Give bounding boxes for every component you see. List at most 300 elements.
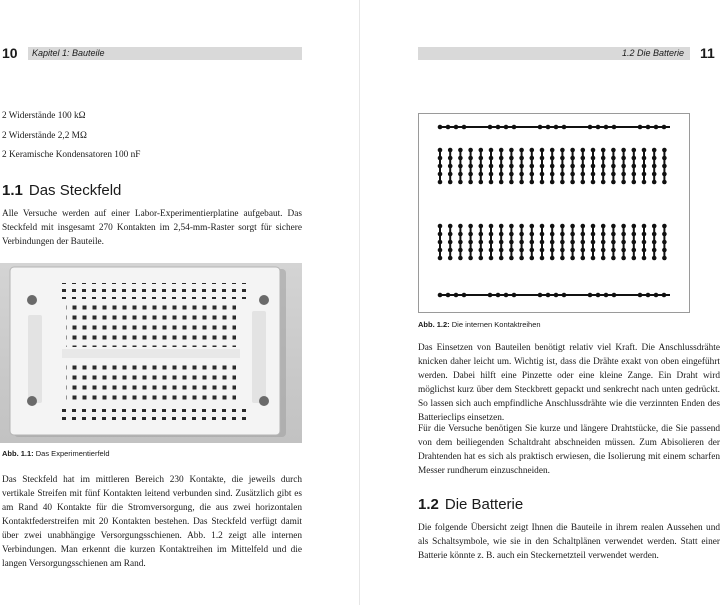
strip-contact-dot	[652, 224, 657, 229]
strip-contact-dot	[448, 232, 453, 237]
strip-contact-dot	[499, 224, 504, 229]
rail-contact-dot	[588, 125, 593, 130]
section-title: Die Batterie	[444, 496, 524, 513]
rail-contact-dot	[604, 125, 609, 130]
strip-contact-dot	[581, 148, 586, 153]
strip-contact-dot	[662, 232, 667, 237]
strip-contact-dot	[581, 156, 586, 161]
strip-contact-dot	[570, 248, 575, 253]
strip-contact-dot	[632, 248, 637, 253]
strip-contact-dot	[499, 164, 504, 169]
section-number: 1.2	[418, 496, 439, 513]
strip-contact-dot	[581, 180, 586, 185]
strip-contact-dot	[581, 256, 586, 261]
rail-contact-dot	[538, 125, 543, 130]
strip-contact-dot	[632, 164, 637, 169]
strip-contact-dot	[591, 256, 596, 261]
strip-contact-dot	[601, 172, 606, 177]
strip-contact-dot	[530, 156, 535, 161]
strip-contact-dot	[468, 240, 473, 245]
strip-contact-dot	[479, 180, 484, 185]
strip-contact-dot	[458, 240, 463, 245]
strip-contact-dot	[642, 164, 647, 169]
strip-contact-dot	[591, 224, 596, 229]
strip-contact-dot	[560, 164, 565, 169]
strip-contact-dot	[448, 148, 453, 153]
rail-contact-dot	[462, 125, 467, 130]
rail-contact-dot	[454, 293, 459, 298]
left-running-head: Kapitel 1: Bauteile	[32, 48, 105, 58]
strip-contact-dot	[468, 232, 473, 237]
strip-contact-dot	[632, 172, 637, 177]
rail-contact-dot	[488, 125, 493, 130]
strip-contact-dot	[591, 232, 596, 237]
strip-contact-dot	[438, 256, 443, 261]
strip-contact-dot	[601, 256, 606, 261]
strip-contact-dot	[570, 180, 575, 185]
strip-contact-dot	[642, 156, 647, 161]
strip-contact-dot	[621, 248, 626, 253]
rail-contact-dot	[446, 293, 451, 298]
strip-contact-dot	[662, 240, 667, 245]
strip-contact-dot	[652, 248, 657, 253]
right-page	[360, 0, 720, 605]
rail-contact-dot	[604, 293, 609, 298]
strip-contact-dot	[591, 180, 596, 185]
strip-contact-dot	[489, 240, 494, 245]
rail-contact-dot	[538, 293, 543, 298]
strip-contact-dot	[570, 224, 575, 229]
strip-contact-dot	[611, 224, 616, 229]
strip-contact-dot	[540, 156, 545, 161]
strip-contact-dot	[550, 232, 555, 237]
strip-contact-dot	[530, 164, 535, 169]
strip-contact-dot	[509, 232, 514, 237]
strip-contact-dot	[448, 248, 453, 253]
section-heading-steckfeld	[2, 182, 121, 200]
strip-contact-dot	[530, 172, 535, 177]
breadboard-photo	[0, 263, 302, 443]
strip-contact-dot	[489, 180, 494, 185]
strip-contact-dot	[601, 148, 606, 153]
strip-contact-dot	[489, 156, 494, 161]
strip-contact-dot	[550, 148, 555, 153]
right-running-header	[418, 44, 718, 62]
strip-contact-dot	[499, 156, 504, 161]
strip-contact-dot	[519, 224, 524, 229]
strip-contact-dot	[540, 248, 545, 253]
strip-contact-dot	[662, 156, 667, 161]
left-page-number: 10	[2, 45, 18, 61]
strip-contact-dot	[519, 180, 524, 185]
strip-contact-dot	[530, 256, 535, 261]
strip-contact-dot	[632, 240, 637, 245]
strip-contact-dot	[570, 172, 575, 177]
strip-contact-dot	[601, 156, 606, 161]
strip-contact-dot	[468, 164, 473, 169]
strip-contact-dot	[611, 240, 616, 245]
strip-contact-dot	[509, 240, 514, 245]
strip-contact-dot	[570, 156, 575, 161]
strip-contact-dot	[479, 156, 484, 161]
strip-contact-dot	[499, 180, 504, 185]
rail-contact-dot	[662, 293, 667, 298]
strip-contact-dot	[621, 164, 626, 169]
strip-contact-dot	[489, 232, 494, 237]
strip-contact-dot	[632, 256, 637, 261]
figure-1-1-caption	[2, 449, 110, 459]
section-number: 1.1	[2, 182, 23, 199]
left-header-bar	[28, 47, 302, 60]
strip-contact-dot	[560, 148, 565, 153]
strip-contact-dot	[601, 240, 606, 245]
strip-contact-dot	[632, 148, 637, 153]
strip-contact-dot	[540, 148, 545, 153]
strip-contact-dot	[621, 172, 626, 177]
strip-contact-dot	[550, 180, 555, 185]
strip-contact-dot	[611, 156, 616, 161]
strip-contact-dot	[540, 232, 545, 237]
strip-contact-dot	[499, 240, 504, 245]
rail-contact-dot	[646, 293, 651, 298]
strip-contact-dot	[489, 256, 494, 261]
strip-contact-dot	[509, 248, 514, 253]
strip-contact-dot	[581, 240, 586, 245]
rail-contact-dot	[488, 293, 493, 298]
strip-contact-dot	[448, 224, 453, 229]
strip-contact-dot	[560, 248, 565, 253]
strip-contact-dot	[581, 232, 586, 237]
strip-contact-dot	[479, 248, 484, 253]
strip-contact-dot	[550, 240, 555, 245]
rail-contact-dot	[504, 293, 509, 298]
strip-contact-dot	[662, 224, 667, 229]
strip-contact-dot	[499, 148, 504, 153]
strip-contact-dot	[550, 248, 555, 253]
strip-contact-dot	[479, 256, 484, 261]
breadboard-illustration	[0, 263, 302, 443]
strip-contact-dot	[611, 164, 616, 169]
strip-contact-dot	[652, 256, 657, 261]
rail-contact-dot	[438, 125, 443, 130]
strip-contact-dot	[662, 180, 667, 185]
strip-contact-dot	[581, 248, 586, 253]
strip-contact-dot	[601, 164, 606, 169]
strip-contact-dot	[438, 164, 443, 169]
contact-rows-diagram	[418, 113, 690, 313]
rail-contact-dot	[588, 293, 593, 298]
strip-contact-dot	[601, 232, 606, 237]
strip-contact-dot	[621, 148, 626, 153]
rail-contact-dot	[546, 125, 551, 130]
strip-contact-dot	[632, 156, 637, 161]
strip-contact-dot	[611, 172, 616, 177]
strip-contact-dot	[438, 156, 443, 161]
strip-contact-dot	[621, 256, 626, 261]
strip-contact-dot	[601, 180, 606, 185]
figure-caption-text: Die internen Kontaktreihen	[451, 320, 541, 329]
rail-contact-dot	[662, 125, 667, 130]
strip-contact-dot	[519, 164, 524, 169]
strip-contact-dot	[642, 240, 647, 245]
strip-contact-dot	[591, 148, 596, 153]
strip-contact-dot	[662, 172, 667, 177]
strip-contact-dot	[560, 224, 565, 229]
rail-contact-dot	[462, 293, 467, 298]
strip-contact-dot	[591, 240, 596, 245]
strip-contact-dot	[489, 248, 494, 253]
strip-contact-dot	[540, 240, 545, 245]
strip-contact-dot	[468, 172, 473, 177]
strip-contact-dot	[570, 164, 575, 169]
strip-contact-dot	[591, 156, 596, 161]
strip-contact-dot	[479, 232, 484, 237]
section-heading-batterie	[418, 496, 523, 514]
strip-contact-dot	[581, 164, 586, 169]
strip-contact-dot	[448, 172, 453, 177]
rail-contact-dot	[596, 125, 601, 130]
rail-contact-dot	[496, 293, 501, 298]
parts-item: 2 Keramische Kondensatoren 100 nF	[2, 150, 141, 160]
strip-contact-dot	[621, 232, 626, 237]
strip-contact-dot	[560, 232, 565, 237]
strip-contact-dot	[540, 256, 545, 261]
strip-contact-dot	[560, 172, 565, 177]
strip-contact-dot	[519, 232, 524, 237]
strip-contact-dot	[611, 248, 616, 253]
figure-caption-text: Das Experimentierfeld	[35, 449, 110, 458]
strip-contact-dot	[468, 180, 473, 185]
strip-contact-dot	[448, 240, 453, 245]
rail-contact-dot	[454, 125, 459, 130]
strip-contact-dot	[540, 224, 545, 229]
strip-contact-dot	[458, 248, 463, 253]
strip-contact-dot	[509, 172, 514, 177]
strip-contact-dot	[438, 148, 443, 153]
rail-contact-dot	[638, 293, 643, 298]
strip-contact-dot	[591, 172, 596, 177]
steckfeld-intro-paragraph: Alle Versuche werden auf einer Labor-Experimentierplatine aufgebaut. Das Steckfeld mit insgesamt 270 Kontakten im 2,54-mm-Raster sorgt für sichere Verbindungen der Bauteile.	[2, 209, 302, 247]
strip-contact-dot	[652, 164, 657, 169]
strip-contact-dot	[581, 172, 586, 177]
strip-contact-dot	[652, 156, 657, 161]
strip-contact-dot	[621, 180, 626, 185]
strip-contact-dot	[468, 224, 473, 229]
strip-contact-dot	[458, 224, 463, 229]
strip-contact-dot	[621, 224, 626, 229]
section-title: Das Steckfeld	[28, 182, 122, 199]
strip-contact-dot	[662, 164, 667, 169]
rail-contact-dot	[496, 125, 501, 130]
strip-contact-dot	[632, 180, 637, 185]
strip-contact-dot	[479, 164, 484, 169]
strip-contact-dot	[448, 156, 453, 161]
strip-contact-dot	[468, 248, 473, 253]
strip-contact-dot	[509, 256, 514, 261]
rail-contact-dot	[562, 125, 567, 130]
rail-contact-dot	[446, 125, 451, 130]
strip-contact-dot	[458, 164, 463, 169]
strip-contact-dot	[591, 248, 596, 253]
strip-contact-dot	[499, 172, 504, 177]
strip-contact-dot	[560, 240, 565, 245]
strip-contact-dot	[509, 224, 514, 229]
strip-contact-dot	[662, 248, 667, 253]
rail-contact-dot	[554, 125, 559, 130]
rail-contact-dot	[654, 125, 659, 130]
rail-contact-dot	[546, 293, 551, 298]
rail-contact-dot	[512, 293, 517, 298]
strip-contact-dot	[550, 256, 555, 261]
strip-contact-dot	[530, 232, 535, 237]
strip-contact-dot	[642, 224, 647, 229]
strip-contact-dot	[530, 224, 535, 229]
strip-contact-dot	[479, 224, 484, 229]
strip-contact-dot	[560, 256, 565, 261]
figure-1-2-caption	[418, 320, 541, 330]
strip-contact-dot	[550, 164, 555, 169]
strip-contact-dot	[540, 164, 545, 169]
rail-contact-dot	[438, 293, 443, 298]
strip-contact-dot	[530, 180, 535, 185]
strip-contact-dot	[570, 256, 575, 261]
rail-contact-dot	[504, 125, 509, 130]
strip-contact-dot	[438, 180, 443, 185]
rail-contact-dot	[646, 125, 651, 130]
strip-contact-dot	[438, 224, 443, 229]
strip-contact-dot	[489, 172, 494, 177]
rail-contact-dot	[512, 125, 517, 130]
strip-contact-dot	[458, 172, 463, 177]
figure-label: Abb. 1.1:	[2, 449, 34, 458]
strip-contact-dot	[530, 248, 535, 253]
strip-contact-dot	[458, 180, 463, 185]
strip-contact-dot	[652, 172, 657, 177]
rail-contact-dot	[562, 293, 567, 298]
strip-contact-dot	[550, 172, 555, 177]
strip-contact-dot	[642, 148, 647, 153]
figure-label: Abb. 1.2:	[418, 320, 450, 329]
right-header-bar	[418, 47, 690, 60]
strip-contact-dot	[652, 180, 657, 185]
rail-contact-dot	[638, 125, 643, 130]
strip-contact-dot	[581, 224, 586, 229]
strip-contact-dot	[632, 232, 637, 237]
strip-contact-dot	[601, 224, 606, 229]
parts-item: 2 Widerstände 100 kΩ	[2, 111, 86, 121]
strip-contact-dot	[438, 240, 443, 245]
rail-contact-dot	[596, 293, 601, 298]
strip-contact-dot	[468, 156, 473, 161]
strip-contact-dot	[621, 240, 626, 245]
strip-contact-dot	[530, 148, 535, 153]
strip-contact-dot	[642, 256, 647, 261]
strip-contact-dot	[519, 256, 524, 261]
strip-contact-dot	[652, 148, 657, 153]
strip-contact-dot	[519, 248, 524, 253]
strip-contact-dot	[662, 148, 667, 153]
strip-contact-dot	[611, 148, 616, 153]
rail-contact-dot	[654, 293, 659, 298]
strip-contact-dot	[479, 172, 484, 177]
strip-contact-dot	[509, 164, 514, 169]
strip-contact-dot	[642, 248, 647, 253]
strip-contact-dot	[448, 256, 453, 261]
strip-contact-dot	[621, 156, 626, 161]
strip-contact-dot	[499, 232, 504, 237]
strip-contact-dot	[438, 172, 443, 177]
strip-contact-dot	[570, 148, 575, 153]
strip-contact-dot	[642, 172, 647, 177]
strip-contact-dot	[519, 156, 524, 161]
strip-contact-dot	[611, 256, 616, 261]
strip-contact-dot	[601, 248, 606, 253]
left-running-header	[0, 44, 302, 62]
insertion-paragraph: Das Einsetzen von Bauteilen benötigt relativ viel Kraft. Die Anschlussdrähte knicken daher leicht um. Wichtig ist, dass die Drähte exakt von oben eingeführt werden. Dabei hilft eine Pinzette oder eine kleine Zange. Ein Draht wird möglichst kurz über dem Steckbrett gepackt und senkrecht nach unten gedrückt. So lassen sich auch empfindliche Anschlussdrähte wie die verzinnten Enden des Batterieclips einsetzen.	[418, 343, 720, 423]
strip-contact-dot	[611, 180, 616, 185]
strip-contact-dot	[642, 180, 647, 185]
rail-contact-dot	[554, 293, 559, 298]
strip-contact-dot	[540, 172, 545, 177]
parts-item: 2 Widerstände 2,2 MΩ	[2, 131, 87, 141]
strip-contact-dot	[509, 156, 514, 161]
strip-contact-dot	[540, 180, 545, 185]
rail-contact-dot	[612, 125, 617, 130]
strip-contact-dot	[519, 240, 524, 245]
strip-contact-dot	[509, 148, 514, 153]
steckfeld-body-paragraph: Das Steckfeld hat im mittleren Bereich 230 Kontakte, die jeweils durch vertikale Streifen mit fünf Kontakten leitend verbunden sind. Zusätzlich gibt es am Rand 40 Kontakte für die Stromversorgung, die aus zwei horizontalen Kontaktfederstreifen mit 20 Kontakten bestehen. Das Steckfeld verfügt damit über zwei unabhängige Versorgungsschienen. Abb. 1.2 zeigt alle internen Verbindungen. Man erkennt die kurzen Kontaktreihen im Mittelfeld und die langen Versorgungsschienen am Rand.	[2, 475, 302, 569]
strip-contact-dot	[519, 172, 524, 177]
strip-contact-dot	[591, 164, 596, 169]
strip-contact-dot	[550, 224, 555, 229]
strip-contact-dot	[519, 148, 524, 153]
strip-contact-dot	[611, 232, 616, 237]
strip-contact-dot	[479, 148, 484, 153]
rail-contact-dot	[612, 293, 617, 298]
strip-contact-dot	[438, 248, 443, 253]
strip-contact-dot	[499, 256, 504, 261]
strip-contact-dot	[509, 180, 514, 185]
strip-contact-dot	[458, 256, 463, 261]
strip-contact-dot	[468, 148, 473, 153]
strip-contact-dot	[530, 240, 535, 245]
strip-contact-dot	[632, 224, 637, 229]
strip-contact-dot	[560, 180, 565, 185]
strip-contact-dot	[448, 164, 453, 169]
strip-contact-dot	[570, 240, 575, 245]
right-page-number: 11	[700, 45, 715, 61]
strip-contact-dot	[458, 232, 463, 237]
strip-contact-dot	[468, 256, 473, 261]
contact-rows-illustration	[418, 113, 690, 313]
strip-contact-dot	[489, 164, 494, 169]
strip-contact-dot	[499, 248, 504, 253]
strip-contact-dot	[489, 224, 494, 229]
batterie-paragraph: Die folgende Übersicht zeigt Ihnen die Bauteile in ihrem realen Aussehen und als Schaltsymbole, wie sie in den Schaltplänen verwendet werden. Statt einer Batterie könnte z. B. auch ein Steckernetzteil verwendet werden.	[418, 523, 720, 561]
strip-contact-dot	[458, 148, 463, 153]
strip-contact-dot	[448, 180, 453, 185]
strip-contact-dot	[479, 240, 484, 245]
strip-contact-dot	[652, 240, 657, 245]
strip-contact-dot	[642, 232, 647, 237]
strip-contact-dot	[662, 256, 667, 261]
strip-contact-dot	[438, 232, 443, 237]
strip-contact-dot	[489, 148, 494, 153]
strip-contact-dot	[652, 232, 657, 237]
right-running-head: 1.2 Die Batterie	[621, 48, 684, 58]
strip-contact-dot	[458, 156, 463, 161]
wire-paragraph: Für die Versuche benötigen Sie kurze und längere Drahtstücke, die Sie passend von dem beiliegenden Schaltdraht abschneiden müssen. Zum Abisolieren der Drahtenden hat es sich als praktisch erwiesen, die Isolierung mit einem scharfen Messer rundherum einzuschneiden.	[418, 424, 720, 476]
